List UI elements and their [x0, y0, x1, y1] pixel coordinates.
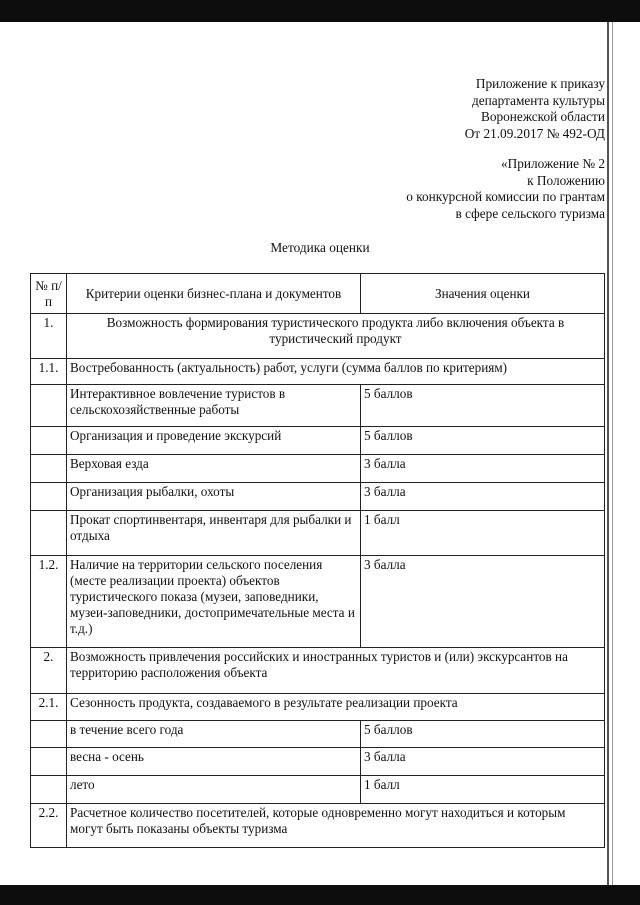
criteria-cell: Верховая езда [67, 455, 361, 483]
scan-top-border [0, 0, 640, 22]
criteria-cell: Организация и проведение экскурсий [67, 427, 361, 455]
table-row [31, 483, 605, 511]
criteria-cell: в течение всего года [67, 721, 361, 748]
value-cell: 3 балла [361, 748, 605, 776]
column-header-values: Значения оценки [361, 274, 605, 314]
header-line: департамента культуры [471, 92, 605, 108]
subsection-criteria: Востребованность (актуальность) работ, услуги (сумма баллов по критериям) [67, 359, 605, 385]
appendix-line: о конкурсной комиссии по грантам [406, 189, 605, 204]
value-cell: 3 балла [361, 455, 605, 483]
row-number: 2.2. [31, 804, 67, 848]
criteria-cell: Организация рыбалки, охоты [67, 483, 361, 511]
row-number: 2.1. [31, 694, 67, 721]
scan-right-edge-inner [612, 22, 613, 885]
appendix-line: «Приложение № 2 [501, 156, 605, 171]
document-title: Методика оценки [270, 240, 370, 255]
table-row [31, 694, 605, 721]
table-row [31, 314, 605, 359]
column-header-criteria: Критерии оценки бизнес-плана и документов [67, 274, 361, 314]
criteria-cell: Наличие на территории сельского поселения (месте реализации проекта) объектов туристического показа (музеи, заповедники, музеи-заповедники, достопримечательные места и т.д.) [67, 556, 361, 648]
criteria-cell: весна - осень [67, 748, 361, 776]
column-header-number: № п/п [31, 274, 67, 314]
row-number: 1.1. [31, 359, 67, 385]
value-cell: 5 баллов [361, 385, 605, 427]
value-cell: 1 балл [361, 511, 605, 556]
value-cell: 3 балла [361, 556, 605, 648]
section-criteria: Возможность привлечения российских и иностранных туристов и (или) экскурсантов на территорию расположения объекта [67, 648, 605, 694]
value-cell: 5 баллов [361, 721, 605, 748]
order-appendix-header [406, 76, 605, 222]
header-line: Воронежской области [480, 109, 605, 124]
subsection-criteria: Расчетное количество посетителей, которые одновременно могут находиться и которым могут быть показаны объекты туризма [67, 804, 605, 848]
value-cell: 5 баллов [361, 427, 605, 455]
section-criteria: Возможность формирования туристического продукта либо включения объекта в туристический продукт [67, 314, 605, 359]
table-header-row [31, 274, 605, 314]
table-row [31, 721, 605, 748]
table-row [31, 648, 605, 694]
evaluation-table [30, 273, 605, 848]
table-row [31, 455, 605, 483]
criteria-cell: лето [67, 776, 361, 804]
table-row [31, 556, 605, 648]
row-number: 2. [31, 648, 67, 694]
scan-bottom-border [0, 885, 640, 905]
table-row [31, 427, 605, 455]
criteria-cell: Интерактивное вовлечение туристов в сельскохозяйственные работы [67, 385, 361, 427]
row-number: 1. [31, 314, 67, 359]
appendix-line: в сфере сельского туризма [455, 205, 605, 221]
criteria-cell: Прокат спортинвентаря, инвентаря для рыбалки и отдыха [67, 511, 361, 556]
appendix-line: к Положению [527, 172, 605, 188]
subsection-criteria: Сезонность продукта, создаваемого в результате реализации проекта [67, 694, 605, 721]
scan-right-edge [607, 22, 609, 885]
table-row [31, 804, 605, 848]
value-cell: 1 балл [361, 776, 605, 804]
row-number: 1.2. [31, 556, 67, 648]
table-row [31, 385, 605, 427]
header-line: Приложение к приказу [475, 76, 605, 91]
header-line: От 21.09.2017 № 492-ОД [464, 125, 605, 141]
table-row [31, 359, 605, 385]
table-row [31, 776, 605, 804]
table-row [31, 748, 605, 776]
table-row [31, 511, 605, 556]
value-cell: 3 балла [361, 483, 605, 511]
